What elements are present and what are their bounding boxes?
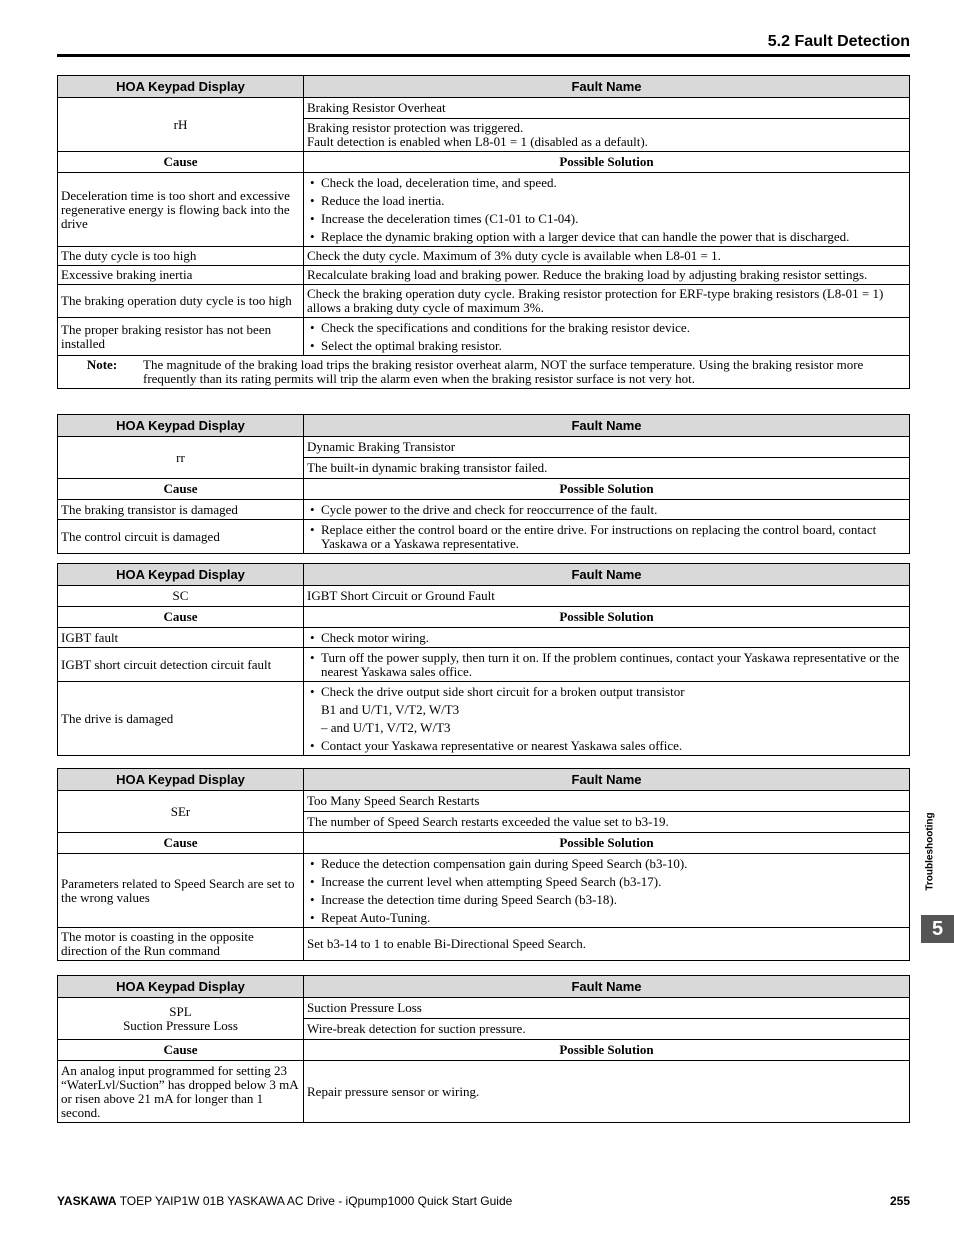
fault-code-text: SPL xyxy=(169,1003,192,1019)
section-title: 5.2 Fault Detection xyxy=(767,33,910,50)
solution-bullet: • Replace the dynamic braking option with a larger device that can handle the power that is discharged. xyxy=(307,230,906,244)
fault-description xyxy=(304,119,910,152)
fault-name: IGBT Short Circuit or Ground Fault xyxy=(304,586,910,607)
note-label: Note: xyxy=(86,357,118,372)
table-row xyxy=(58,266,910,285)
solution-bullet: • Reduce the detection compensation gain during Speed Search (b3-10). xyxy=(307,857,906,871)
table-row xyxy=(58,285,910,318)
solution-bullet: • Repeat Auto-Tuning. xyxy=(307,911,906,925)
cause-cell: IGBT fault xyxy=(58,628,304,648)
fault-code: SC xyxy=(58,586,304,607)
solution-bullet: • Turn off the power supply, then turn it on. If the problem continues, contact your Yaskawa representative or the nearest Yaskawa sales office. xyxy=(307,651,906,679)
cause-heading: Cause xyxy=(58,833,304,854)
solution-bullet xyxy=(307,685,906,735)
solution-cell xyxy=(304,648,910,682)
fault-table-sc xyxy=(57,563,910,756)
fault-description: The number of Speed Search restarts exceeded the value set to b3-19. xyxy=(304,812,910,833)
bullet-text: • Check the drive output side short circuit for a broken output transistor xyxy=(321,684,685,699)
cause-heading: Cause xyxy=(58,479,304,500)
cause-cell: Parameters related to Speed Search are set to the wrong values xyxy=(58,854,304,928)
description-line: Braking resistor protection was triggered. xyxy=(307,120,524,135)
table-row xyxy=(58,247,910,266)
cause-cell: The duty cycle is too high xyxy=(58,247,304,266)
table-row xyxy=(58,648,910,682)
cause-cell: The proper braking resistor has not been installed xyxy=(58,318,304,356)
fault-name: Suction Pressure Loss xyxy=(304,998,910,1019)
note-row xyxy=(58,356,910,389)
solution-cell: Set b3-14 to 1 to enable Bi-Directional Speed Search. xyxy=(304,928,910,961)
keypad-heading: HOA Keypad Display xyxy=(58,76,304,98)
table-row xyxy=(58,173,910,247)
table-row xyxy=(58,928,910,961)
table-row xyxy=(58,500,910,520)
fault-table-ser xyxy=(57,768,910,961)
cause-cell: Deceleration time is too short and excessive regenerative energy is flowing back into the drive xyxy=(58,173,304,247)
cause-cell: The braking transistor is damaged xyxy=(58,500,304,520)
solution-bullet: • Increase the current level when attempting Speed Search (b3-17). xyxy=(307,875,906,889)
solution-bullet: • Select the optimal braking resistor. xyxy=(307,339,906,353)
note-text: The magnitude of the braking load trips the braking resistor overheat alarm, NOT the surface temperature. Using the braking resistor more frequently than its rating permits will trip the alarm even when the braking resistor surface is not very hot. xyxy=(143,357,864,386)
fault-description: Wire-break detection for suction pressure. xyxy=(304,1019,910,1040)
sub-item: B1 and U/T1, V/T2, W/T3 xyxy=(321,702,460,717)
table-row xyxy=(58,520,910,554)
solution-cell xyxy=(304,854,910,928)
fault-code: rr xyxy=(58,437,304,479)
fault-name: Too Many Speed Search Restarts xyxy=(304,791,910,812)
header-rule xyxy=(57,54,910,57)
fault-code-subtext: Suction Pressure Loss xyxy=(123,1017,238,1033)
fault-description: The built-in dynamic braking transistor failed. xyxy=(304,458,910,479)
side-tab-label: Troubleshooting xyxy=(924,812,936,891)
solution-cell xyxy=(304,628,910,648)
solution-cell xyxy=(304,318,910,356)
solution-cell: Check the duty cycle. Maximum of 3% duty cycle is available when L8-01 = 1. xyxy=(304,247,910,266)
sub-item: – and U/T1, V/T2, W/T3 xyxy=(321,720,451,735)
chapter-tab: 5 xyxy=(921,915,954,943)
fault-name-heading: Fault Name xyxy=(304,415,910,437)
fault-name-heading: Fault Name xyxy=(304,76,910,98)
fault-code: SEr xyxy=(58,791,304,833)
fault-name: Dynamic Braking Transistor xyxy=(304,437,910,458)
table-row xyxy=(58,854,910,928)
keypad-heading: HOA Keypad Display xyxy=(58,564,304,586)
fault-name-heading: Fault Name xyxy=(304,976,910,998)
solution-heading: Possible Solution xyxy=(304,1040,910,1061)
fault-table-spl xyxy=(57,975,910,1123)
cause-cell: The motor is coasting in the opposite direction of the Run command xyxy=(58,928,304,961)
solution-bullet: • Check the load, deceleration time, and speed. xyxy=(307,176,906,190)
solution-cell xyxy=(304,682,910,756)
fault-code: rH xyxy=(58,98,304,152)
fault-table-rh xyxy=(57,75,910,389)
solution-cell: Check the braking operation duty cycle. Braking resistor protection for ERF-type braking resistors (L8-01 = 1) allows a braking duty cycle of maximum 3%. xyxy=(304,285,910,318)
keypad-heading: HOA Keypad Display xyxy=(58,769,304,791)
fault-code xyxy=(58,998,304,1040)
fault-name-heading: Fault Name xyxy=(304,564,910,586)
footer-brand: YASKAWA xyxy=(57,1194,117,1208)
solution-cell: Repair pressure sensor or wiring. xyxy=(304,1061,910,1123)
solution-heading: Possible Solution xyxy=(304,479,910,500)
solution-cell xyxy=(304,500,910,520)
solution-cell: Recalculate braking load and braking power. Reduce the braking load by adjusting braking resistor settings. xyxy=(304,266,910,285)
solution-heading: Possible Solution xyxy=(304,607,910,628)
table-row xyxy=(58,682,910,756)
table-row xyxy=(58,318,910,356)
solution-bullet: • Check motor wiring. xyxy=(307,631,906,645)
keypad-heading: HOA Keypad Display xyxy=(58,976,304,998)
solution-bullet: • Cycle power to the drive and check for reoccurrence of the fault. xyxy=(307,503,906,517)
solution-heading: Possible Solution xyxy=(304,833,910,854)
solution-heading: Possible Solution xyxy=(304,152,910,173)
solution-bullet: • Increase the deceleration times (C1-01 to C1-04). xyxy=(307,212,906,226)
solution-cell xyxy=(304,520,910,554)
solution-bullet: • Check the specifications and conditions for the braking resistor device. xyxy=(307,321,906,335)
cause-cell: Excessive braking inertia xyxy=(58,266,304,285)
solution-bullet: • Reduce the load inertia. xyxy=(307,194,906,208)
side-tab xyxy=(922,806,936,902)
keypad-heading: HOA Keypad Display xyxy=(58,415,304,437)
page-number: 255 xyxy=(889,1194,910,1208)
solution-bullet: • Replace either the control board or the entire drive. For instructions on replacing the control board, contact Yaskawa or a Yaskawa representative. xyxy=(307,523,906,551)
solution-bullet: • Increase the detection time during Speed Search (b3-18). xyxy=(307,893,906,907)
table-row xyxy=(58,1061,910,1123)
cause-cell: The control circuit is damaged xyxy=(58,520,304,554)
footer xyxy=(57,1194,910,1208)
cause-cell: IGBT short circuit detection circuit fault xyxy=(58,648,304,682)
cause-cell: An analog input programmed for setting 23 “WaterLvl/Suction” has dropped below 3 mA or risen above 21 mA for longer than 1 second. xyxy=(58,1061,304,1123)
cause-cell: The drive is damaged xyxy=(58,682,304,756)
fault-table-rr xyxy=(57,414,910,554)
footer-doc-title: TOEP YAIP1W 01B YASKAWA AC Drive - iQpump1000 Quick Start Guide xyxy=(116,1194,513,1208)
cause-heading: Cause xyxy=(58,152,304,173)
description-line: Fault detection is enabled when L8-01 = 1 (disabled as a default). xyxy=(307,134,648,149)
table-row xyxy=(58,628,910,648)
solution-bullet: • Contact your Yaskawa representative or nearest Yaskawa sales office. xyxy=(307,739,906,753)
solution-cell xyxy=(304,173,910,247)
fault-name: Braking Resistor Overheat xyxy=(304,98,910,119)
cause-heading: Cause xyxy=(58,607,304,628)
fault-name-heading: Fault Name xyxy=(304,769,910,791)
cause-cell: The braking operation duty cycle is too high xyxy=(58,285,304,318)
cause-heading: Cause xyxy=(58,1040,304,1061)
